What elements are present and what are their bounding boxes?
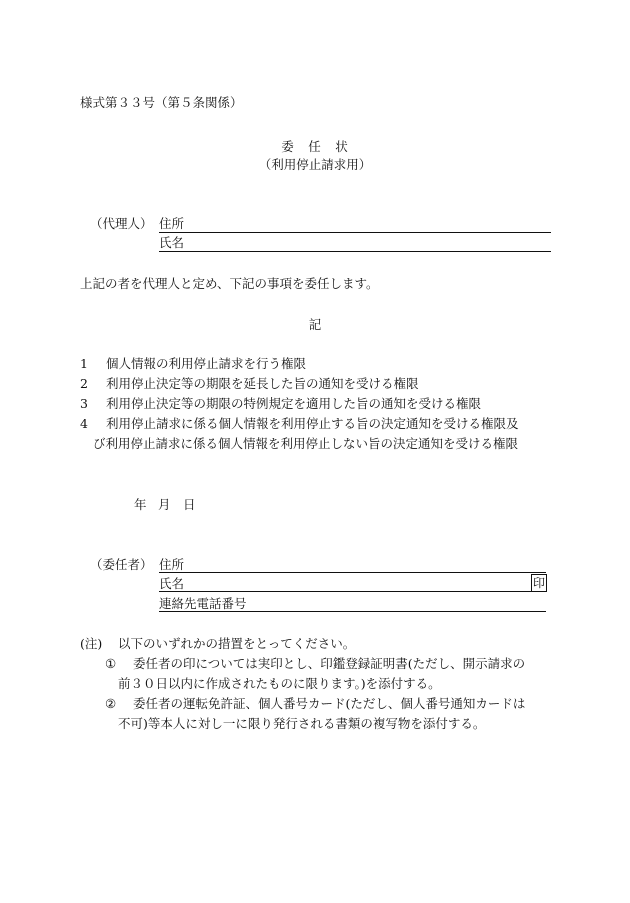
document-title: 委 任 状	[281, 139, 349, 154]
date-year-label: 年	[134, 497, 147, 512]
date-day-label: 日	[183, 497, 196, 512]
agent-label: （代理人）	[90, 216, 153, 231]
item-text: 利用停止決定等の期限を延長した旨の通知を受ける権限	[106, 376, 419, 391]
item-number: 1	[80, 356, 88, 371]
agent-address-label: 住所	[159, 216, 185, 231]
principal-phone-label: 連絡先電話番号	[159, 596, 247, 611]
delegation-statement: 上記の者を代理人と定め、下記の事項を委任します。	[80, 276, 379, 291]
date-month-label: 月	[158, 497, 171, 512]
note-item-number: ②	[105, 696, 117, 711]
principal-address-label: 住所	[159, 557, 185, 572]
note-item-text: 委任者の印については実印とし、印鑑登録証明書(ただし、開示請求の	[133, 656, 526, 671]
note-label: (注)	[80, 636, 103, 651]
item-text: 利用停止請求に係る個人情報を利用停止する旨の決定通知を受ける権限及	[106, 416, 519, 431]
principal-label: （委任者）	[90, 557, 153, 572]
note-item-number: ①	[105, 656, 117, 671]
item-number: 2	[80, 376, 88, 391]
item-text-continuation: び利用停止請求に係る個人情報を利用停止しない旨の決定通知を受ける権限	[93, 436, 519, 451]
note-item-text: 委任者の運転免許証、個人番号カード(ただし、個人番号通知カードは	[133, 696, 526, 711]
principal-address-line[interactable]	[159, 572, 546, 573]
agent-address-line[interactable]	[159, 232, 551, 233]
note-intro: 以下のいずれかの措置をとってください。	[118, 636, 356, 651]
principal-name-line[interactable]	[159, 591, 531, 592]
principal-name-label: 氏名	[159, 576, 185, 591]
item-text: 個人情報の利用停止請求を行う権限	[106, 356, 307, 371]
item-number: 4	[80, 416, 88, 431]
agent-name-line[interactable]	[159, 251, 551, 252]
document-subtitle: （利用停止請求用）	[258, 157, 372, 172]
form-number: 様式第３３号（第５条関係）	[80, 95, 243, 110]
agent-name-label: 氏名	[159, 235, 185, 250]
note-item-text-continuation: 不可)等本人に対し一に限り発行される書類の複写物を添付する。	[118, 716, 486, 731]
item-text: 利用停止決定等の期限の特例規定を適用した旨の通知を受ける権限	[106, 396, 482, 411]
ki-heading: 記	[308, 317, 322, 332]
item-number: 3	[80, 396, 88, 411]
note-item-text-continuation: 前３０日以内に作成されたものに限ります。)を添付する。	[118, 676, 441, 691]
seal-box: 印	[532, 576, 545, 590]
principal-phone-line[interactable]	[159, 611, 546, 612]
